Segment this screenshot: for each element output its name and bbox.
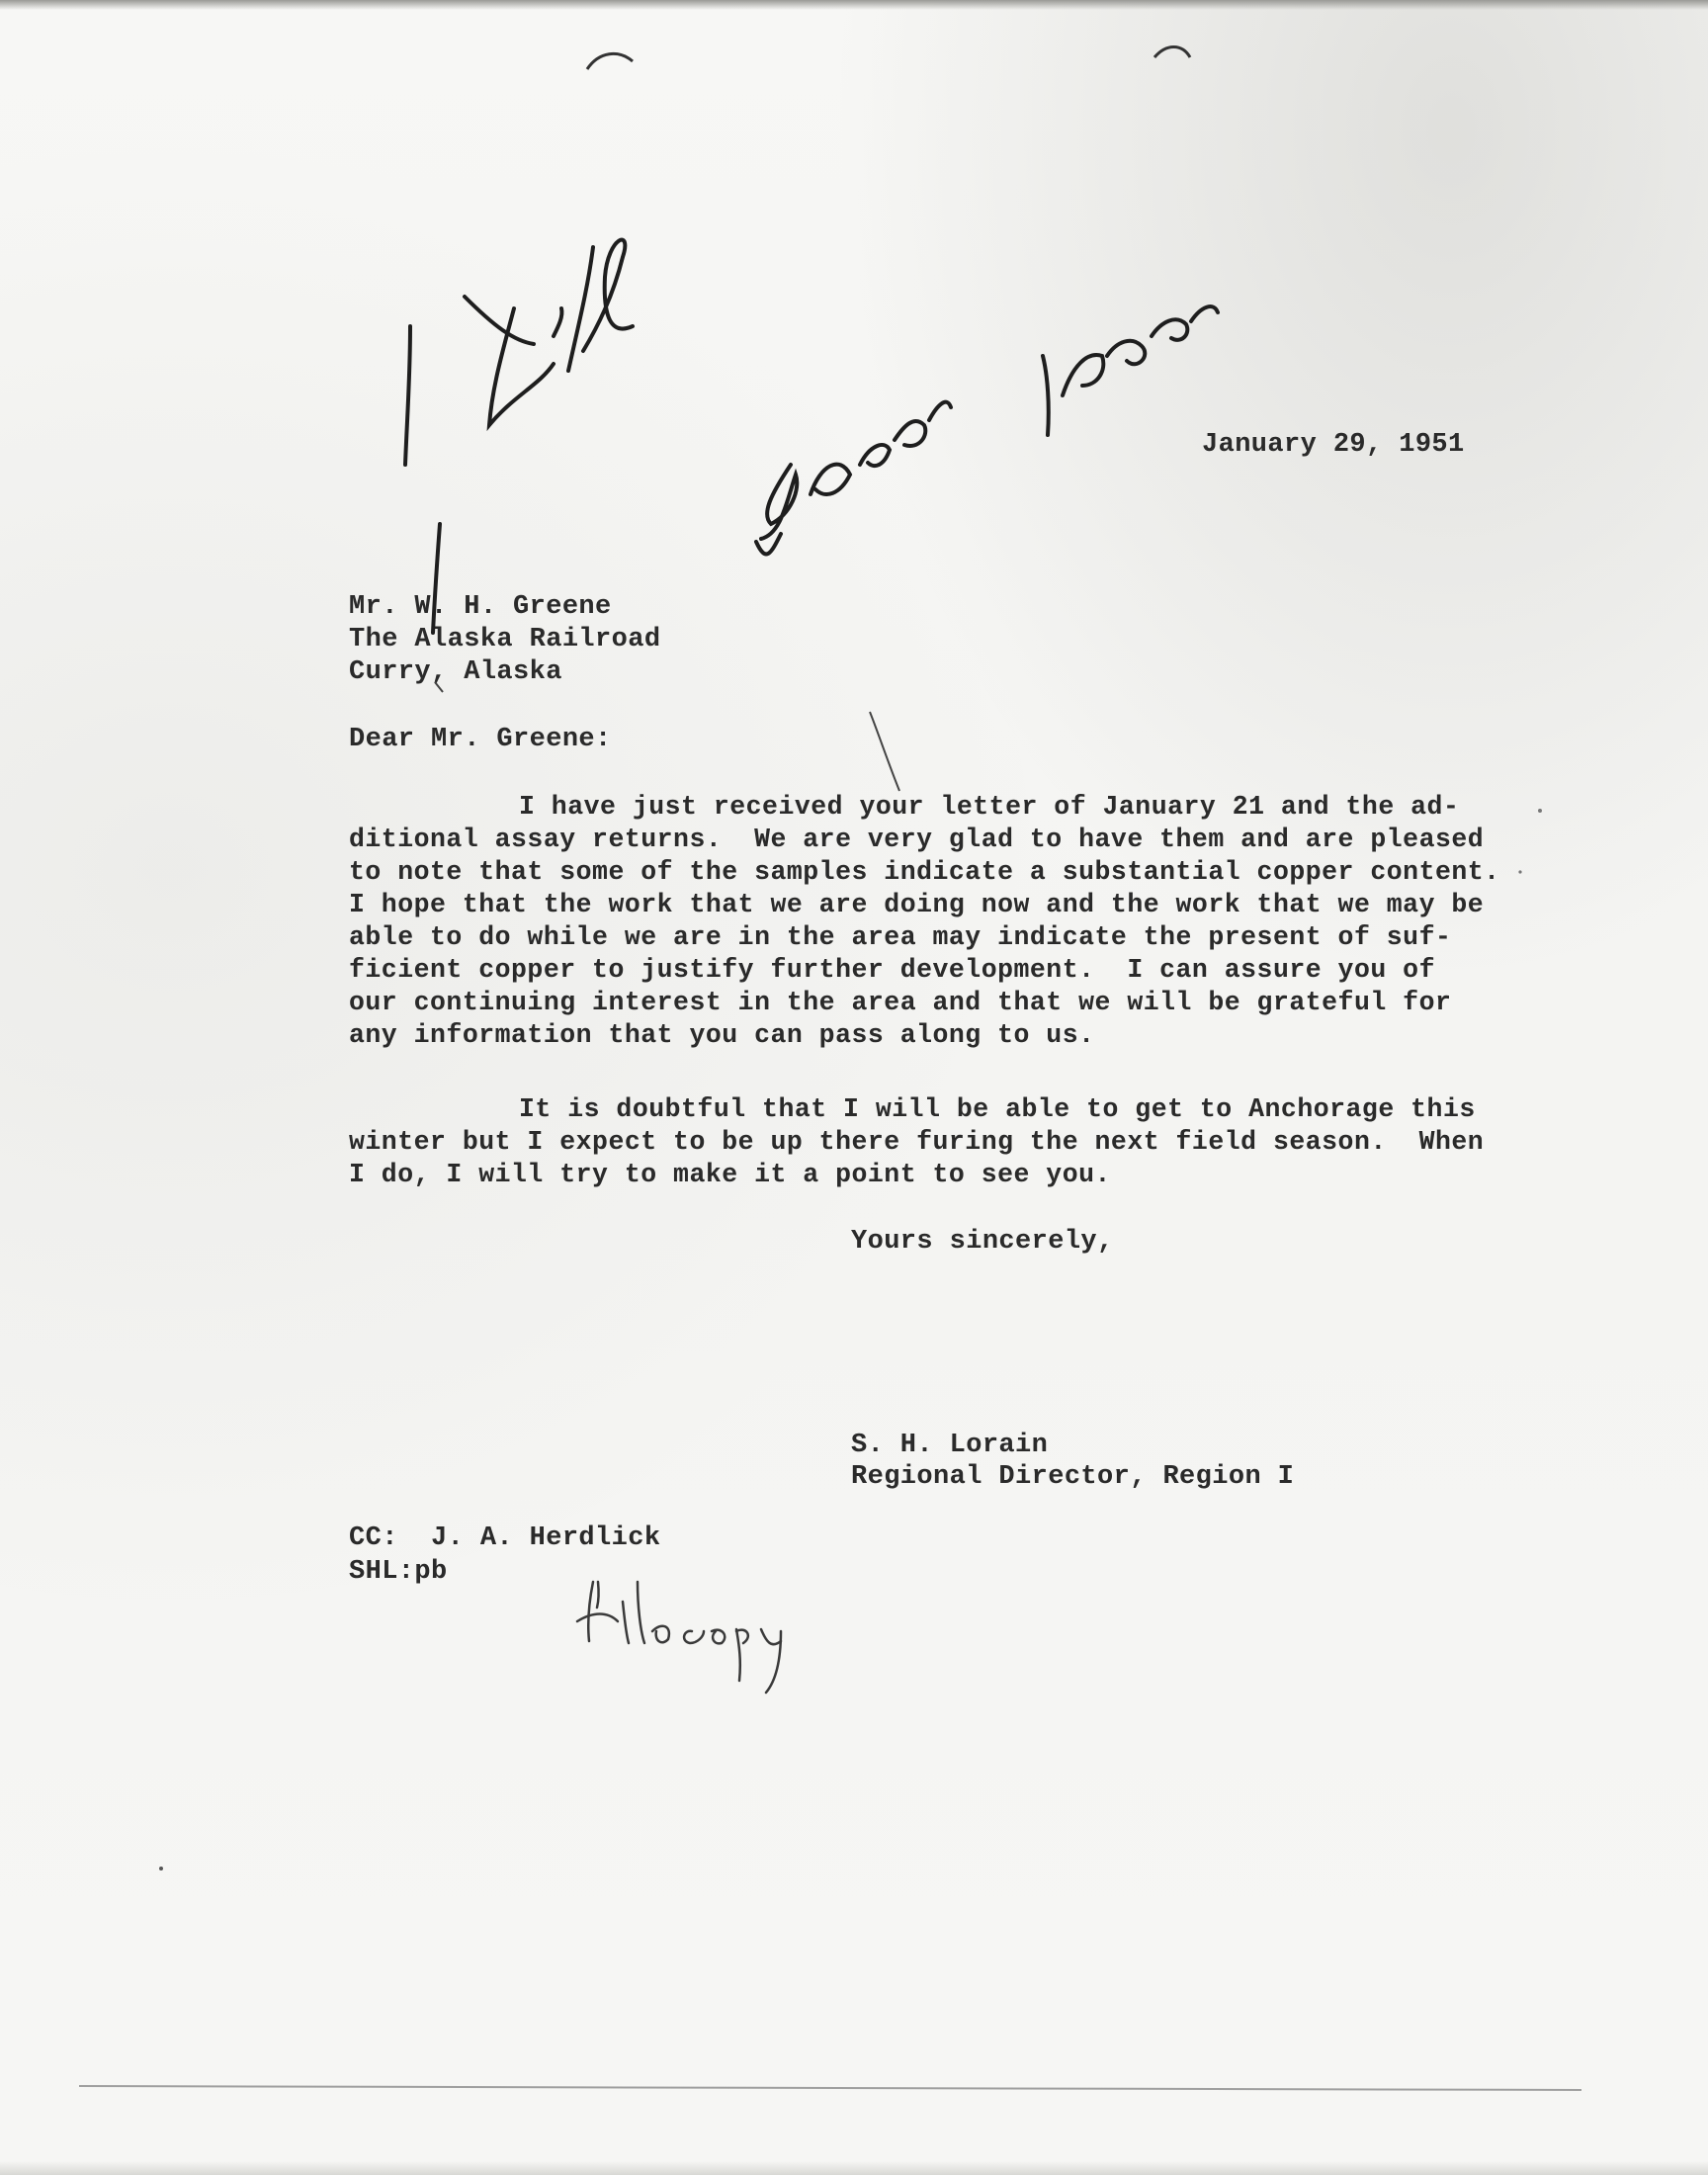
handwritten-copy-note	[577, 1582, 781, 1693]
salutation: Dear Mr. Greene:	[349, 725, 612, 754]
scan-speck	[1518, 870, 1521, 873]
bottom-rule	[79, 2086, 1581, 2090]
reference-initials: SHL:pb	[349, 1557, 448, 1587]
paragraph-1-line: any information that you can pass along to us.	[349, 1020, 1095, 1050]
scan-streak	[870, 712, 899, 791]
paragraph-1-line: ficient copper to justify further development. I can assure you of	[349, 955, 1435, 985]
scan-top-edge	[0, 0, 1708, 10]
paragraph-2-line: winter but I expect to be up there furing the next field season. When	[349, 1127, 1485, 1157]
recipient-name: Mr. W. H. Greene	[349, 592, 612, 622]
paragraph-1-line: able to do while we are in the area may indicate the present of suf-	[349, 922, 1452, 952]
scan-speck	[1538, 809, 1542, 813]
paragraph-1-line: ditional assay returns. We are very glad to have them and are pleased	[349, 825, 1485, 854]
punch-mark-right	[1154, 47, 1190, 58]
signatory-name: S. H. Lorain	[851, 1431, 1049, 1460]
recipient-organization: The Alaska Railroad	[349, 625, 661, 654]
scan-speck	[159, 1867, 163, 1870]
punch-mark-left	[587, 53, 633, 69]
paragraph-2	[349, 1093, 1484, 1191]
cc-line: CC: J. A. Herdlick	[349, 1523, 661, 1553]
letter-date: January 29, 1951	[1202, 430, 1465, 460]
closing: Yours sincerely,	[851, 1227, 1114, 1257]
handwritten-file-note	[405, 240, 633, 633]
paragraph-1-line: I have just received your letter of January 21 and the ad-	[519, 792, 1460, 822]
recipient-location: Curry, Alaska	[349, 657, 562, 687]
paragraph-2-line: It is doubtful that I will be able to get to Anchorage this	[519, 1094, 1476, 1124]
paragraph-1	[349, 791, 1500, 1052]
paragraph-1-line: I hope that the work that we are doing now and the work that we may be	[349, 890, 1485, 919]
paragraph-2-line: I do, I will try to make it a point to see you.	[349, 1160, 1111, 1189]
scan-bottom-edge	[0, 2161, 1708, 2175]
paragraph-1-line: our continuing interest in the area and that we will be grateful for	[349, 988, 1452, 1017]
signatory-title: Regional Director, Region I	[851, 1462, 1295, 1492]
handwritten-greene-note	[756, 306, 1218, 554]
paragraph-1-line: to note that some of the samples indicate a substantial copper content.	[349, 857, 1500, 887]
